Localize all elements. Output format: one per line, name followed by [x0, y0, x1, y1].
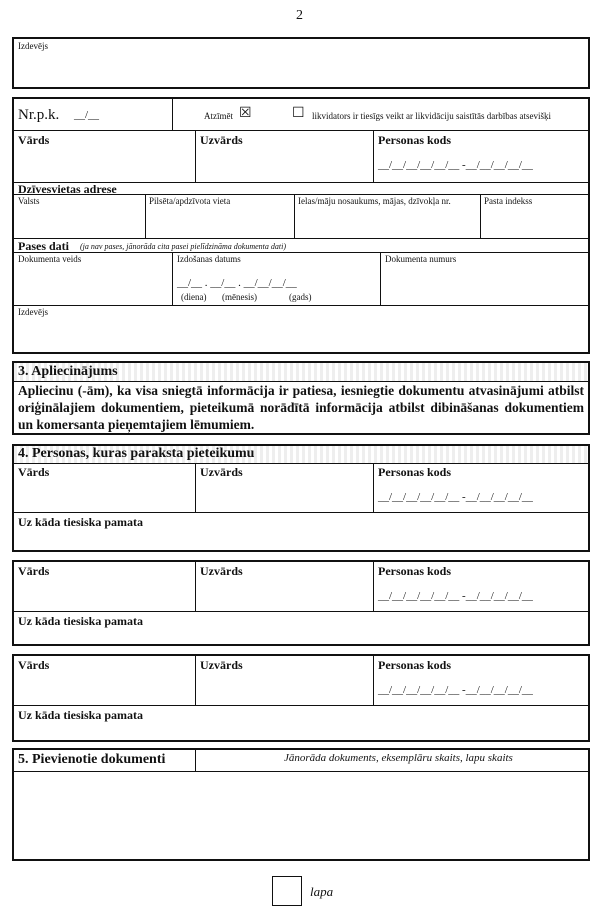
signer-2 — [14, 562, 588, 644]
mark-label: Atzīmēt — [204, 111, 233, 121]
signer-basis-label: Uz kāda tiesiska pamata — [18, 708, 144, 722]
doc-type-label: Dokumenta veids — [18, 254, 82, 264]
issuer-label: Izdevējs — [18, 41, 48, 51]
month-label: (mēnesis) — [222, 292, 257, 302]
section-3-box — [12, 361, 590, 435]
signer-surname-label: Uzvārds — [200, 564, 243, 578]
signer-basis-label: Uz kāda tiesiska pamata — [18, 515, 144, 529]
signer-name-label: Vārds — [18, 658, 50, 672]
surname-label: Uzvārds — [200, 133, 243, 147]
section-5-box[interactable] — [12, 748, 590, 861]
section-3-title: 3. Apliecinājums — [18, 364, 118, 379]
year-label: (gads) — [289, 292, 312, 302]
signer-box — [12, 654, 590, 742]
personal-code-field[interactable]: __/__/__/__/__/__ -__/__/__/__/__ — [378, 159, 533, 171]
day-label: (diena) — [181, 292, 207, 302]
signer-code-field[interactable]: __/__/__/__/__/__ -__/__/__/__/__ — [378, 684, 533, 696]
signer-1 — [14, 463, 588, 550]
passport-header: Pases dati — [18, 239, 69, 253]
city-label: Pilsēta/apdzīvota vieta — [149, 196, 231, 206]
page-count-label: lapa — [310, 884, 334, 899]
signer-code-field[interactable]: __/__/__/__/__/__ -__/__/__/__/__ — [378, 590, 533, 602]
mark-checkbox[interactable]: ☒ — [239, 106, 252, 121]
signer-code-field[interactable]: __/__/__/__/__/__ -__/__/__/__/__ — [378, 491, 533, 503]
nr-field[interactable]: __/__ — [74, 109, 100, 121]
liquidator-label: likvidators ir tiesīgs veikt ar likvidāciju saistītās darbības atsevišķi — [312, 111, 551, 121]
passport-note: (ja nav pases, jānorāda cita pasei pielīdzināma dokumenta dati) — [80, 242, 286, 251]
doc-number-label: Dokumenta numurs — [385, 254, 457, 264]
person-box — [12, 97, 590, 354]
signer-code-label: Personas kods — [378, 564, 452, 578]
personal-code-label: Personas kods — [378, 133, 452, 147]
nr-label: Nr.p.k. — [18, 107, 60, 123]
issuer-box[interactable] — [12, 37, 590, 89]
declaration-text: Apliecinu (-ām), ka visa sniegtā informācija ir patiesa, iesniegtie dokumentu atvasinājumi atbilst oriģinālajiem dokumentiem, pieteikumā norādītā informācija atbilst dibināšanas dokumentiem un komersanta pieņemtajiem lēmumiem. — [18, 383, 584, 432]
section-5-title: 5. Pievienotie dokumenti — [18, 752, 166, 767]
liquidator-checkbox[interactable]: ☐ — [292, 106, 305, 121]
signer-surname-label: Uzvārds — [200, 658, 243, 672]
country-label: Valsts — [18, 196, 40, 206]
street-label: Ielas/māju nosaukums, mājas, dzīvokļa nr. — [298, 196, 451, 206]
signer-surname-label: Uzvārds — [200, 465, 243, 479]
section-4-title: 4. Personas, kuras paraksta pieteikumu — [18, 446, 255, 461]
signer-3 — [14, 656, 588, 740]
name-label: Vārds — [18, 133, 50, 147]
address-header: Dzīvesvietas adrese — [18, 182, 117, 196]
signer-code-label: Personas kods — [378, 465, 452, 479]
postal-label: Pasta indekss — [484, 196, 533, 206]
issue-date-label: Izdošanas datums — [177, 254, 241, 264]
signer-code-label: Personas kods — [378, 658, 452, 672]
signer-basis-label: Uz kāda tiesiska pamata — [18, 614, 144, 628]
section-4-box — [12, 444, 590, 552]
passport-issuer-label: Izdevējs — [18, 307, 48, 317]
issue-date-field[interactable]: __/__ . __/__ . __/__/__/__ — [177, 277, 297, 289]
page-count-field[interactable] — [272, 876, 302, 906]
page-number: 2 — [296, 8, 303, 23]
signer-name-label: Vārds — [18, 465, 50, 479]
signer-name-label: Vārds — [18, 564, 50, 578]
signer-box — [12, 560, 590, 646]
section-5-note: Jānorāda dokuments, eksemplāru skaits, lapu skaits — [284, 752, 513, 764]
